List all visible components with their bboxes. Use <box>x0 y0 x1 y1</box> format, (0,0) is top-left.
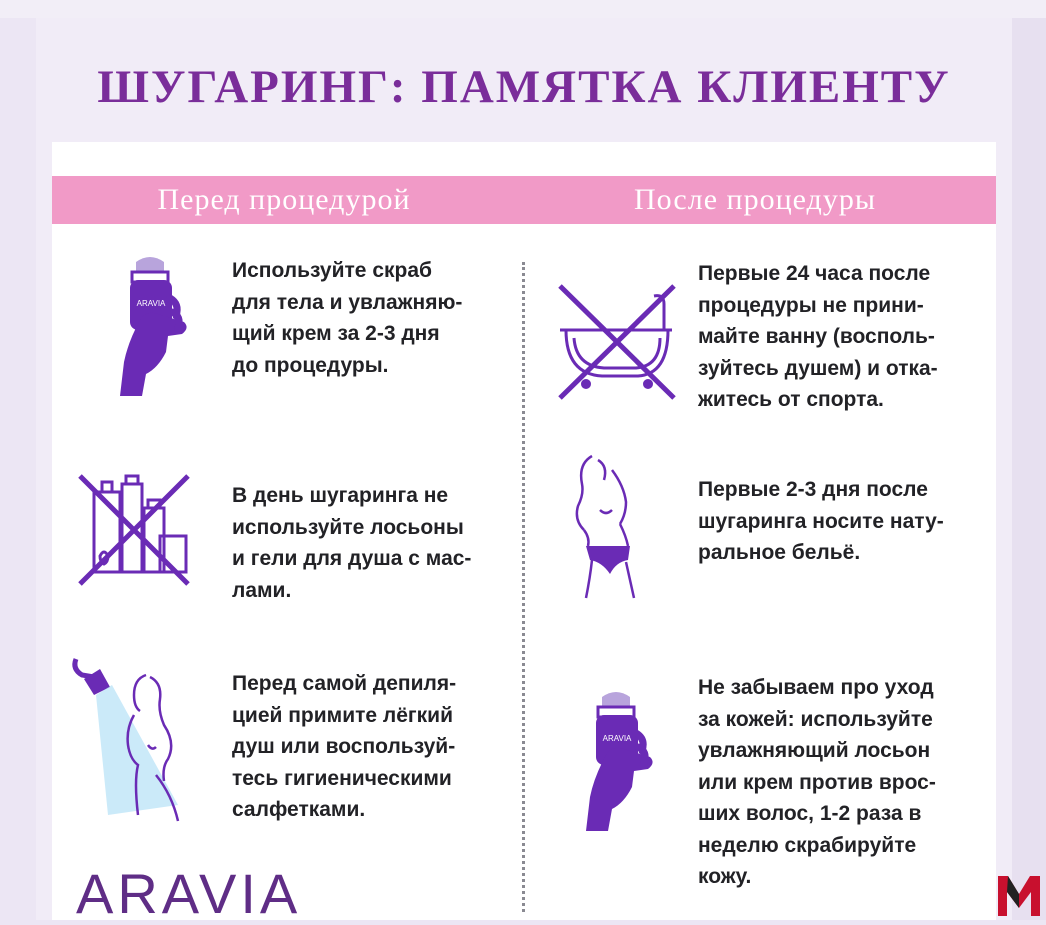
before-item-3-text: Перед самой депиля- цией примите лёгкий душ или воспользуй- тесь гигиеническими салфетками. <box>232 672 457 821</box>
shower-woman-icon <box>68 655 198 825</box>
right-edge-shadow <box>1012 18 1046 920</box>
top-strip <box>0 0 1046 18</box>
cream-jar-hand-icon <box>572 685 658 835</box>
column-header-after: После процедуры <box>634 183 876 216</box>
jar-label: ARAVIA <box>136 299 166 308</box>
page-title: ШУГАРИНГ: ПАМЯТКА КЛИЕНТУ <box>97 61 951 113</box>
before-item-2-text: В день шугаринга не используйте лосьоны и гели для душа с мас- лами. <box>232 484 472 602</box>
scrub-jar-hand-icon <box>106 250 192 400</box>
after-item-3-text: Не забываем про уход за кожей: используйте увлажняющий лосьон или крем против врос- ших волос, 1-2 раза в неделю скрабируйте кожу. <box>698 676 936 888</box>
after-item-1-text: Первые 24 часа после процедуры не прини- майте ванну (восполь- зуйтесь душем) и отка- житесь от спорта. <box>698 262 938 411</box>
column-divider <box>522 262 525 912</box>
column-header-before: Перед процедурой <box>157 183 411 216</box>
crossed-bathtub-icon <box>552 282 680 402</box>
after-item-2-text: Первые 2-3 дня после шугаринга носите нату- ральное бельё. <box>698 478 944 564</box>
crossed-lotion-bottles-icon <box>76 470 190 590</box>
jar-label: ARAVIA <box>602 734 632 743</box>
before-item-1-text: Используйте скраб для тела и увлажняю- щий крем за 2-3 дня до процедуры. <box>232 259 463 377</box>
aravia-brand-logo: ARAVIA <box>76 862 302 925</box>
corner-m-logo <box>994 872 1044 920</box>
woman-underwear-icon <box>564 450 664 600</box>
